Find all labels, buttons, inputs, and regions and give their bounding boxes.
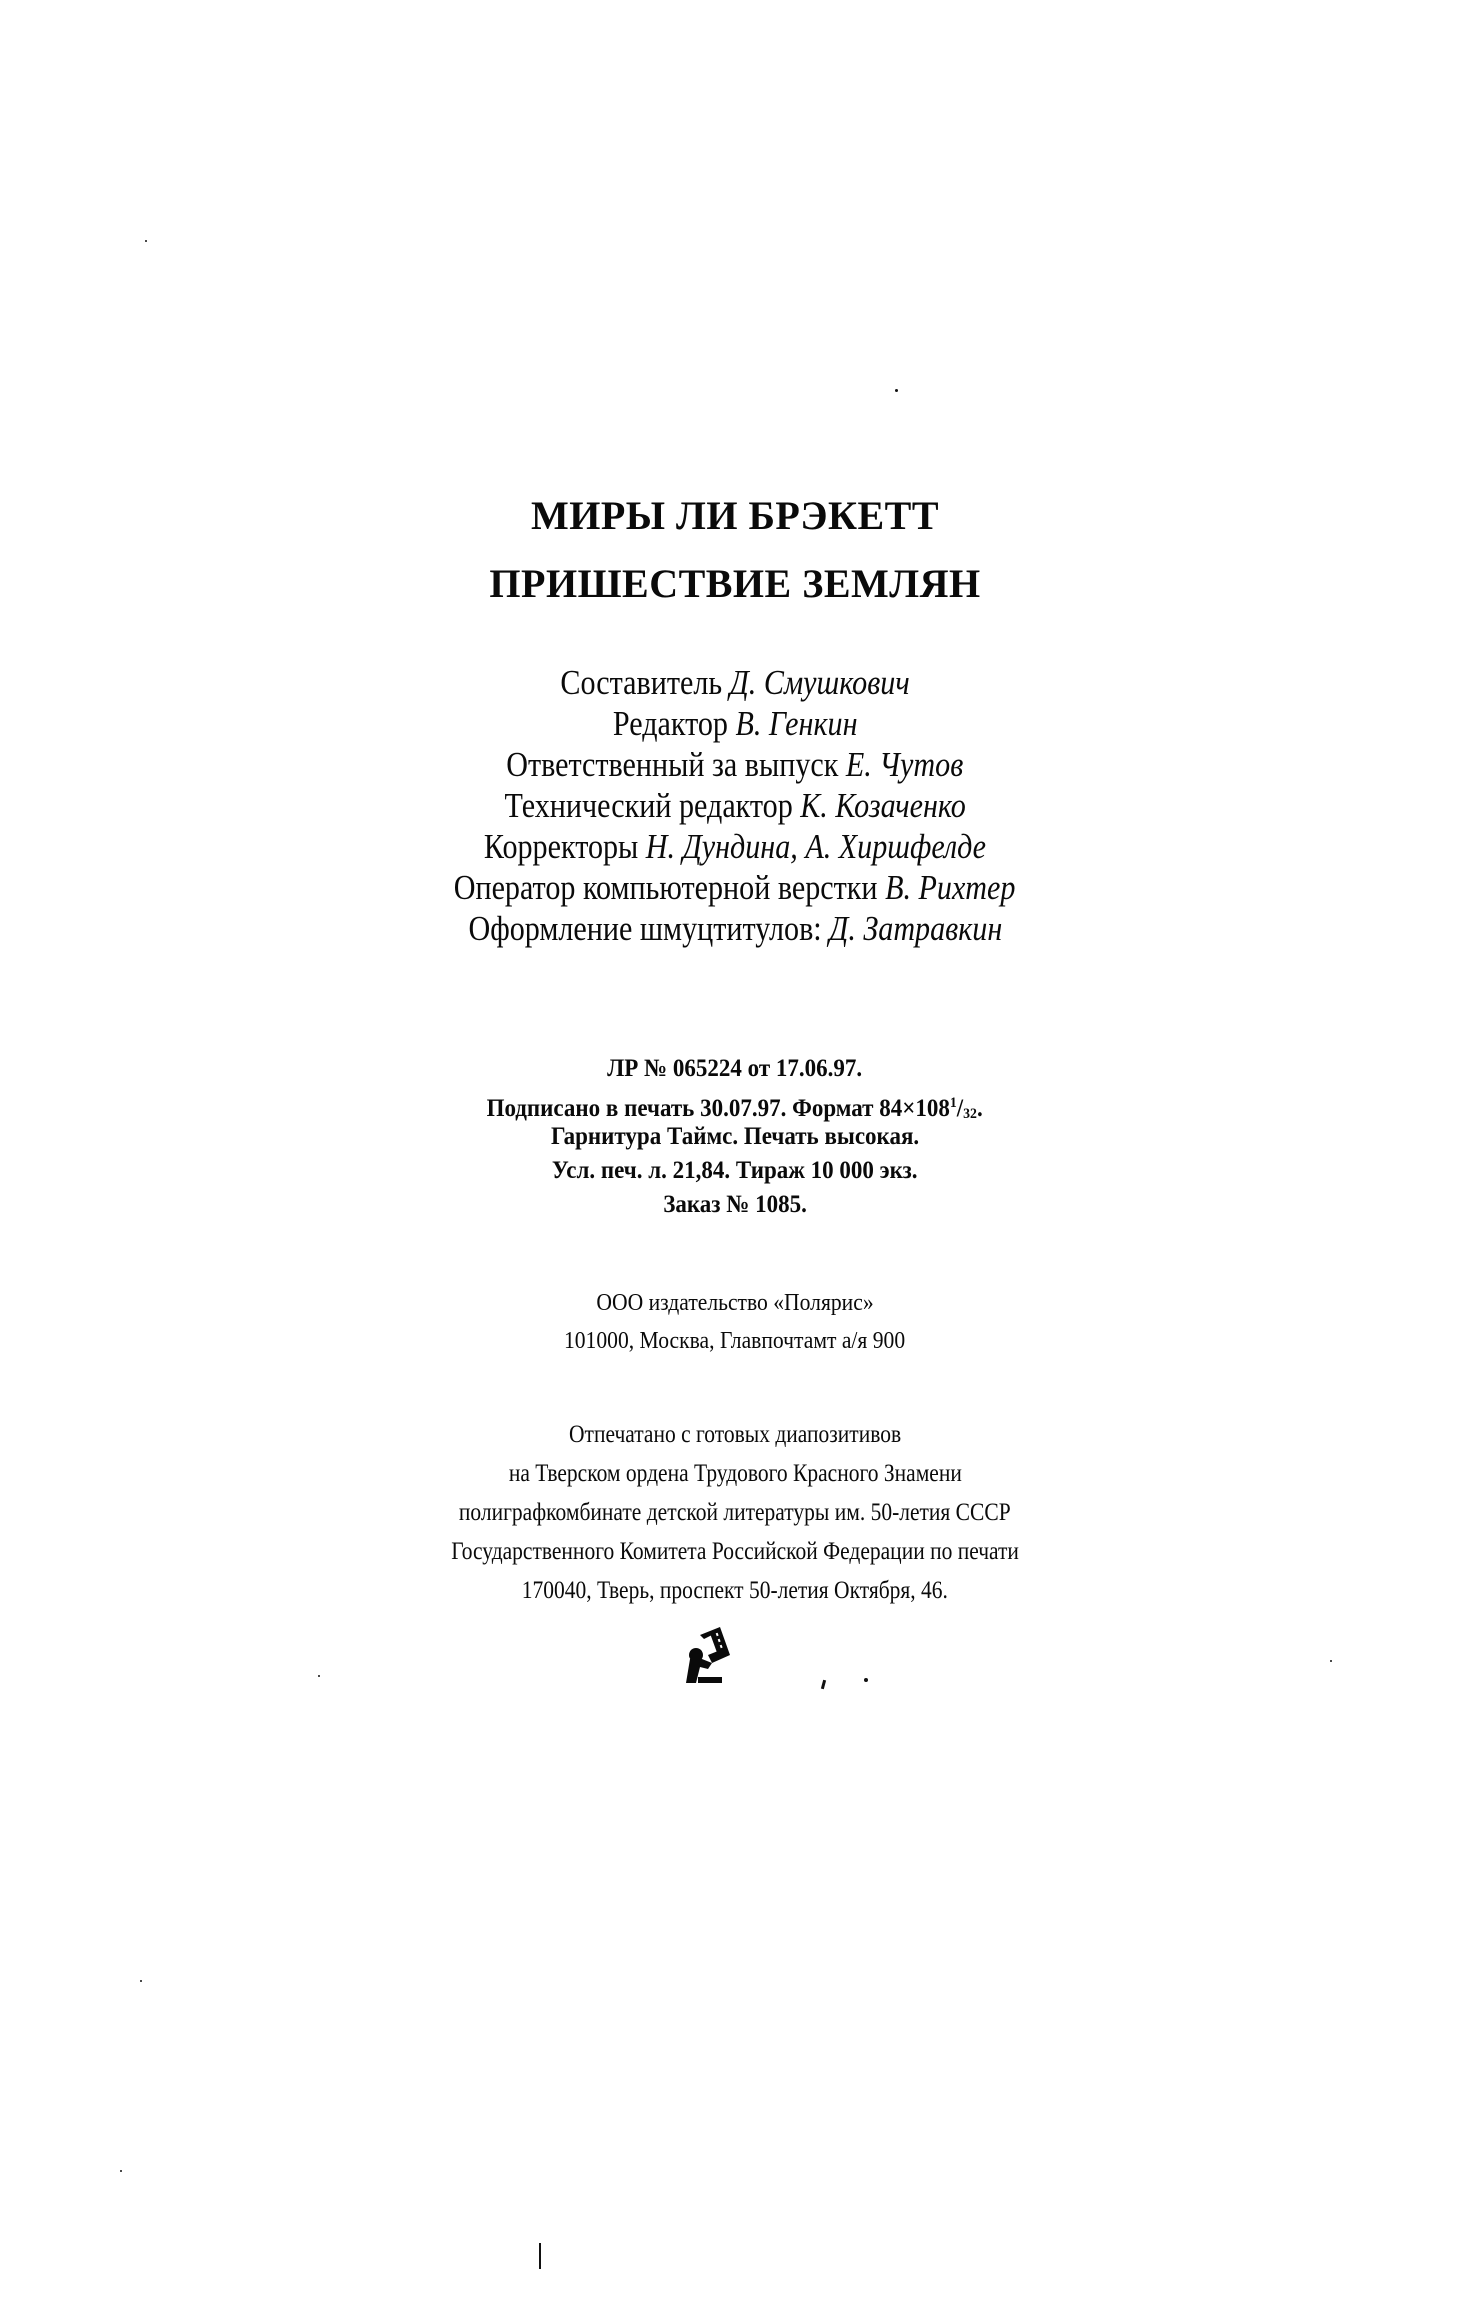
- credit-role: Оператор компьютерной верстки: [454, 868, 878, 907]
- scan-speck: [145, 240, 147, 242]
- stray-speck: [864, 1678, 868, 1682]
- credit-role: Оформление шмуцтитулов:: [468, 909, 822, 948]
- credit-role: Ответственный за выпуск: [506, 745, 839, 784]
- imprint-signed-format: Подписано в печать 30.07.97. Формат $84\times 108^1/_{32}$.: [486, 1095, 984, 1122]
- credit-editor: [0, 703, 1470, 744]
- printer-line-1: Отпечатано с готовых диапозитивов: [568, 1421, 902, 1448]
- credit-name: Д. Затравкин: [828, 909, 1002, 948]
- scan-speck: [895, 389, 898, 392]
- credit-compiler: [0, 662, 1470, 703]
- credit-name: Н. Дундина, А. Хиршфелде: [645, 827, 987, 866]
- credit-role: Редактор: [612, 704, 728, 743]
- credit-layout-operator: [0, 867, 1470, 908]
- credit-name: В. Рихтер: [885, 868, 1016, 907]
- credit-name: Д. Смушкович: [729, 663, 910, 702]
- credit-role: Технический редактор: [504, 786, 793, 825]
- imprint-license: ЛР № 065224 от 17.06.97.: [607, 1055, 863, 1082]
- credit-name: В. Генкин: [735, 704, 858, 743]
- publisher-address: 101000, Москва, Главпочтамт а/я 900: [564, 1328, 906, 1354]
- scan-speck: [1330, 1660, 1332, 1662]
- series-title: МИРЫ ЛИ БРЭКЕТТ: [530, 493, 940, 538]
- credit-name: Е. Чутов: [846, 745, 964, 784]
- printer-line-3: полиграфкомбинате детской литературы им. 50-летия СССР: [459, 1499, 1011, 1526]
- credit-role: Корректоры: [483, 827, 639, 866]
- scan-speck: [318, 1675, 320, 1677]
- imprint-typeface: Гарнитура Таймс. Печать высокая.: [550, 1123, 920, 1150]
- stray-mark: [821, 1680, 826, 1689]
- credit-half-title-design: [0, 908, 1470, 949]
- credit-proofreaders: [0, 826, 1470, 867]
- printer-line-2: на Тверском ордена Трудового Красного Знамени: [508, 1460, 962, 1487]
- credit-name: К. Козаченко: [800, 786, 966, 825]
- publisher-name: ООО издательство «Полярис»: [596, 1290, 874, 1316]
- printer-man-with-book-icon: [678, 1625, 738, 1685]
- scan-speck: [140, 1980, 142, 1982]
- scan-mark: [539, 2243, 541, 2269]
- imprint-sheets-print-run: Усл. печ. л. 21,84. Тираж 10 000 экз.: [552, 1157, 918, 1184]
- scan-speck: [120, 2170, 122, 2172]
- credit-role: Составитель: [560, 663, 723, 702]
- book-title: ПРИШЕСТВИЕ ЗЕМЛЯН: [489, 561, 981, 606]
- credit-tech-editor: [0, 785, 1470, 826]
- imprint-order: Заказ № 1085.: [663, 1191, 807, 1218]
- credit-responsible: [0, 744, 1470, 785]
- printer-line-5: 170040, Тверь, проспект 50-летия Октября, 46.: [521, 1577, 949, 1604]
- printer-line-4: Государственного Комитета Российской Федерации по печати: [451, 1538, 1019, 1565]
